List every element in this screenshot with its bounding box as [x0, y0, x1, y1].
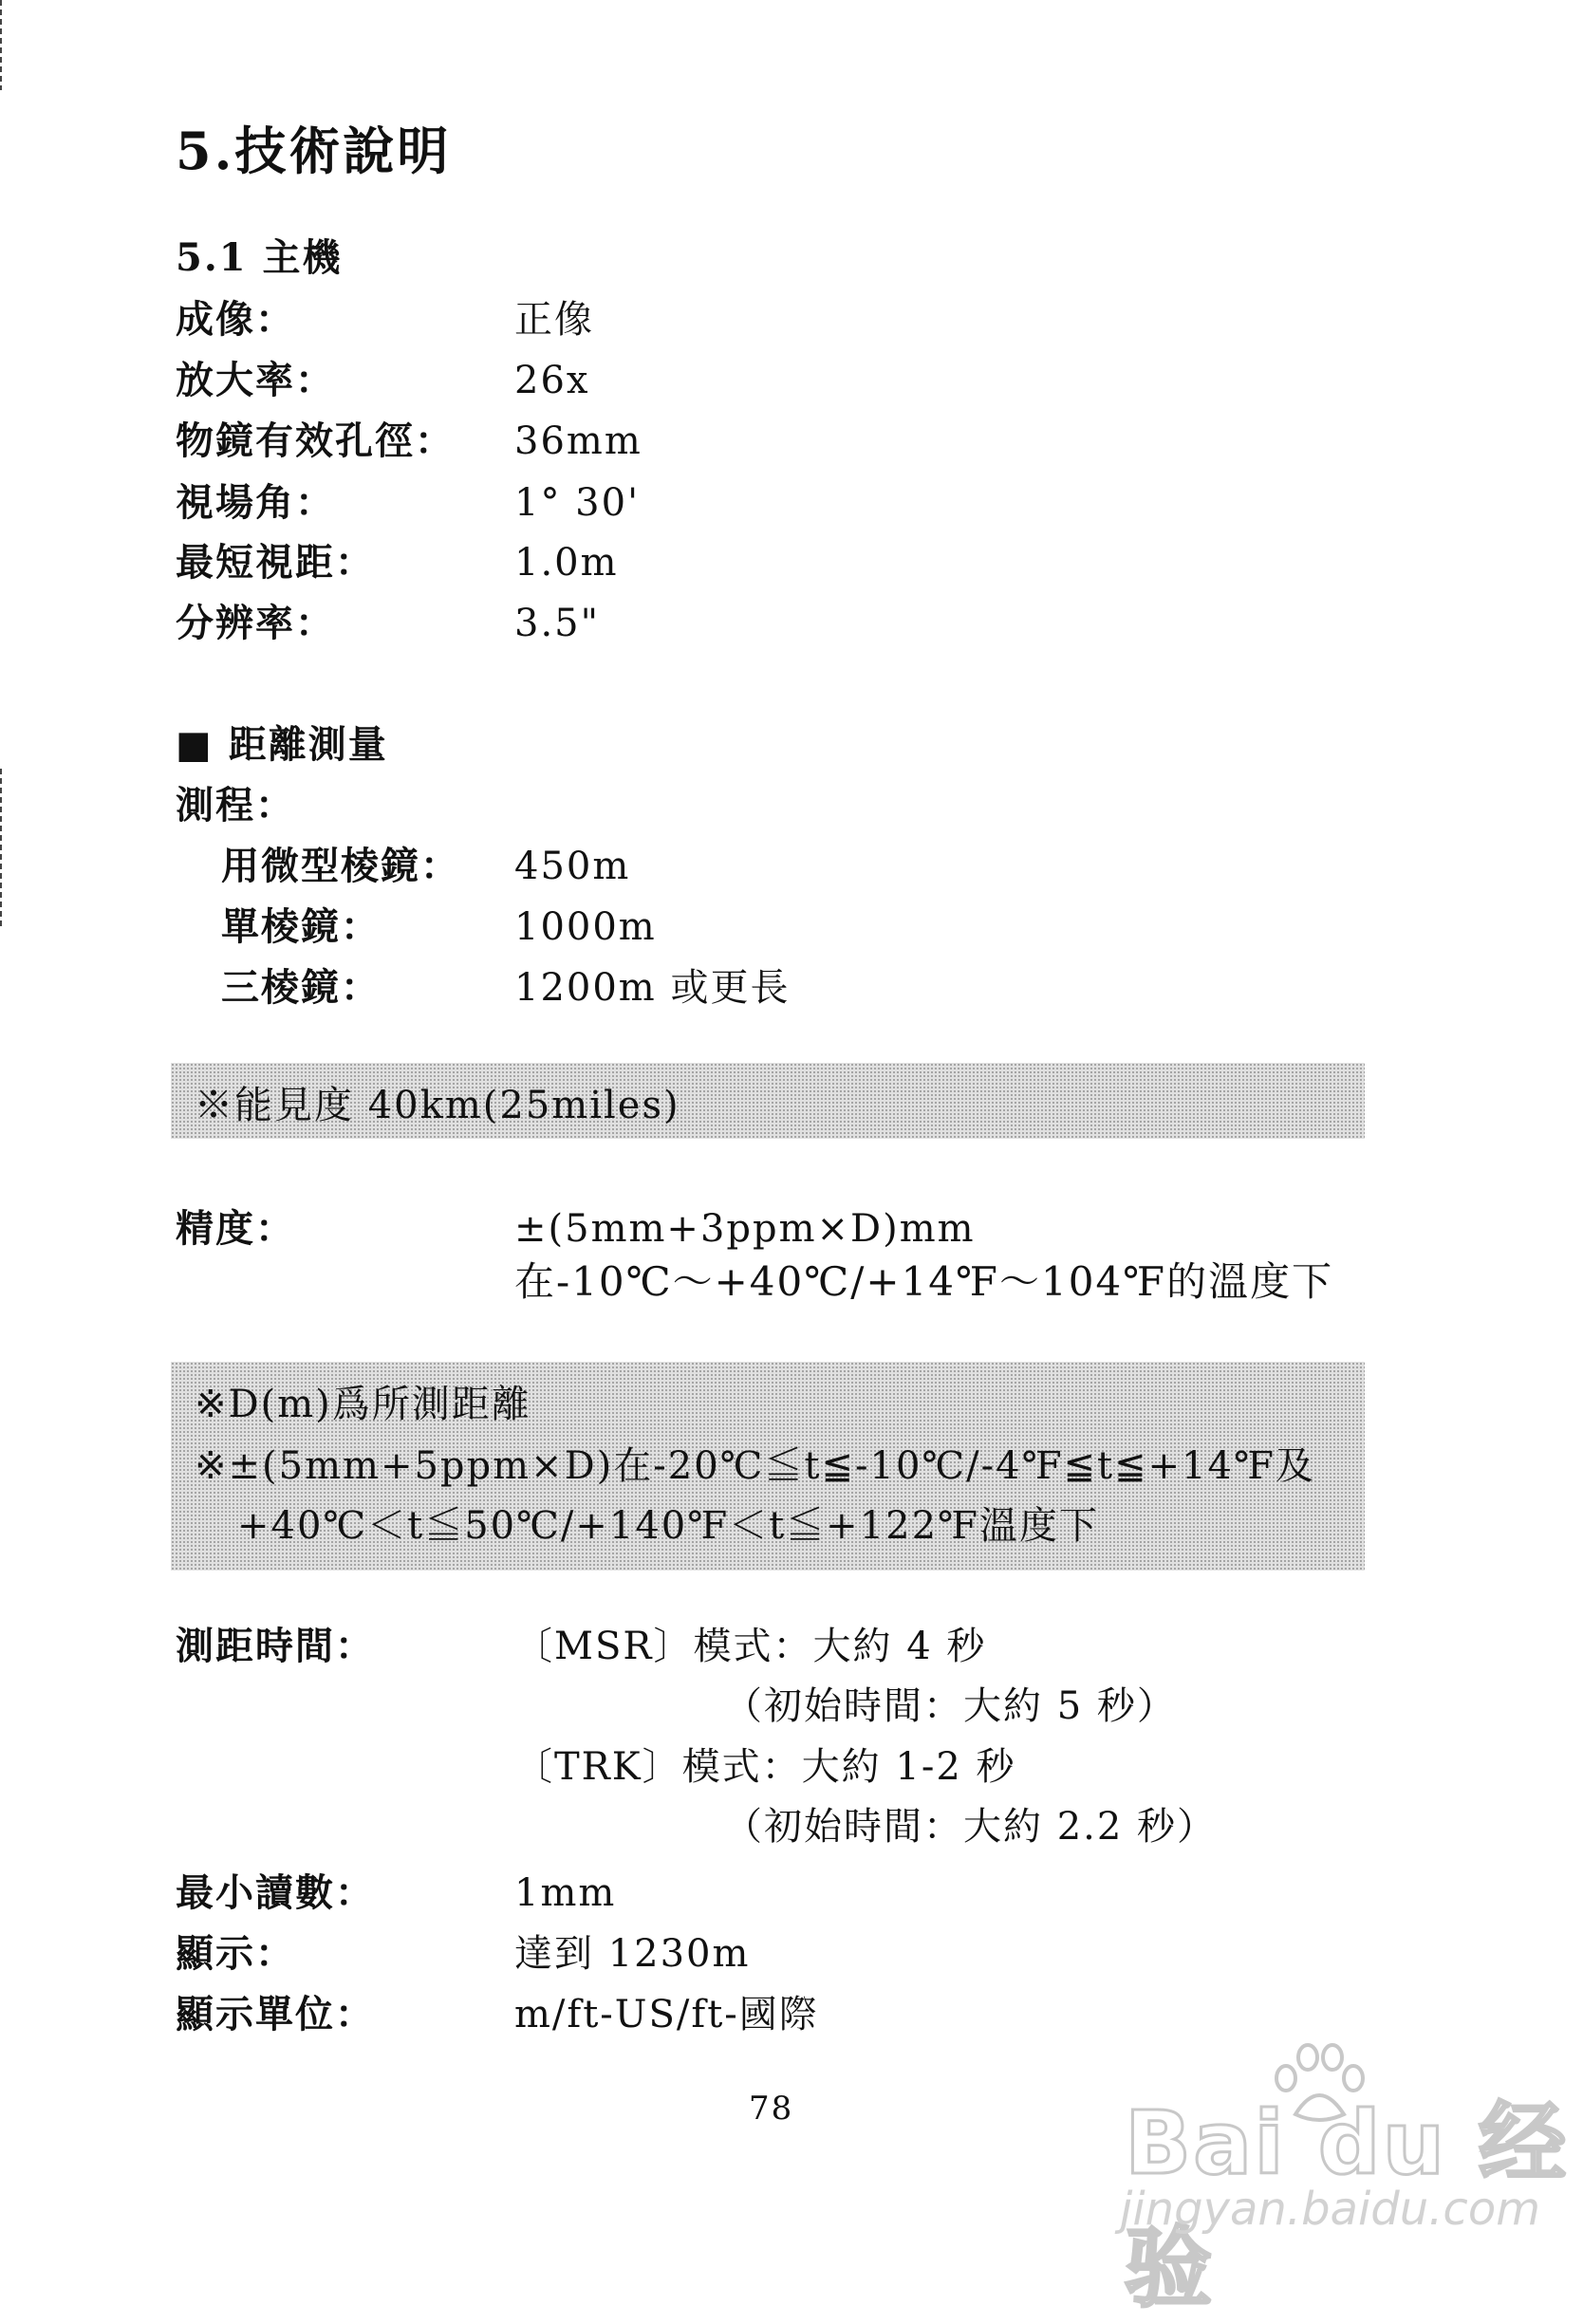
page-title: 5.技術說明 — [176, 121, 452, 181]
section-heading-distance: ■ 距離測量 — [176, 722, 388, 767]
accuracy-value: ±(5mm+3ppm×D)mm — [514, 1207, 976, 1251]
spec-value: 36mm — [514, 419, 643, 463]
spec-value: 26x — [514, 359, 590, 402]
range-item-value: 1000m — [514, 905, 657, 949]
range-item-label: 三棱鏡： — [221, 965, 381, 1010]
spec-label: 最短視距： — [176, 540, 375, 585]
spec-label: 顯示： — [176, 1931, 295, 1976]
accuracy-label: 精度： — [176, 1206, 295, 1251]
spec-label: 最小讀數： — [176, 1870, 375, 1915]
time-label: 測距時間： — [176, 1624, 375, 1668]
section-heading: 5.1 主機 — [176, 235, 343, 280]
spec-value: 達到 1230m — [514, 1932, 751, 1976]
time-line: 〔TRK〕模式：大約 1-2 秒 — [514, 1745, 1016, 1789]
time-line: 〔MSR〕模式：大約 4 秒 — [514, 1625, 987, 1668]
spec-label: 放大率： — [176, 358, 335, 402]
range-label: 測程： — [176, 783, 295, 827]
time-line: （初始時間：大約 5 秒） — [724, 1684, 1177, 1728]
spec-label: 視場角： — [176, 480, 335, 525]
spec-value: 1° 30' — [514, 481, 641, 525]
time-line: （初始時間：大約 2.2 秒） — [724, 1805, 1218, 1849]
note-line: +40℃＜t≦50℃/+140℉＜t≦+122℉溫度下 — [237, 1504, 1099, 1548]
note-line: ※D(m)爲所測距離 — [195, 1383, 531, 1426]
range-item-value: 450m — [514, 845, 631, 888]
spec-value: 正像 — [514, 298, 594, 342]
watermark-brand: Bai du 经验 — [1125, 2092, 1569, 2319]
range-item-label: 單棱鏡： — [221, 904, 381, 949]
spec-label: 成像： — [176, 297, 295, 342]
watermark-url: jingyan.baidu.com — [1120, 2183, 1540, 2236]
scan-margin-mark — [0, 0, 2, 90]
range-item-label: 用微型棱鏡： — [221, 844, 460, 888]
scan-margin-mark — [0, 769, 2, 930]
spec-label: 物鏡有效孔徑： — [176, 418, 455, 463]
spec-label: 分辨率： — [176, 601, 335, 645]
spec-value: 3.5" — [514, 602, 601, 645]
range-item-value: 1200m 或更長 — [514, 966, 791, 1010]
spec-value: 1.0m — [514, 541, 619, 585]
spec-value: m/ft-US/ft-國際 — [514, 1993, 819, 2036]
accuracy-condition: 在-10℃～+40℃/+14℉～104℉的溫度下 — [514, 1258, 1334, 1305]
spec-label: 顯示單位： — [176, 1992, 375, 2036]
note-line: ※±(5mm+5ppm×D)在-20℃≦t≦-10℃/-4℉≦t≦+14℉及 — [195, 1444, 1315, 1488]
visibility-note: ※能見度 40km(25miles) — [195, 1084, 680, 1127]
spec-value: 1mm — [514, 1871, 617, 1915]
page-number: 78 — [749, 2090, 794, 2128]
